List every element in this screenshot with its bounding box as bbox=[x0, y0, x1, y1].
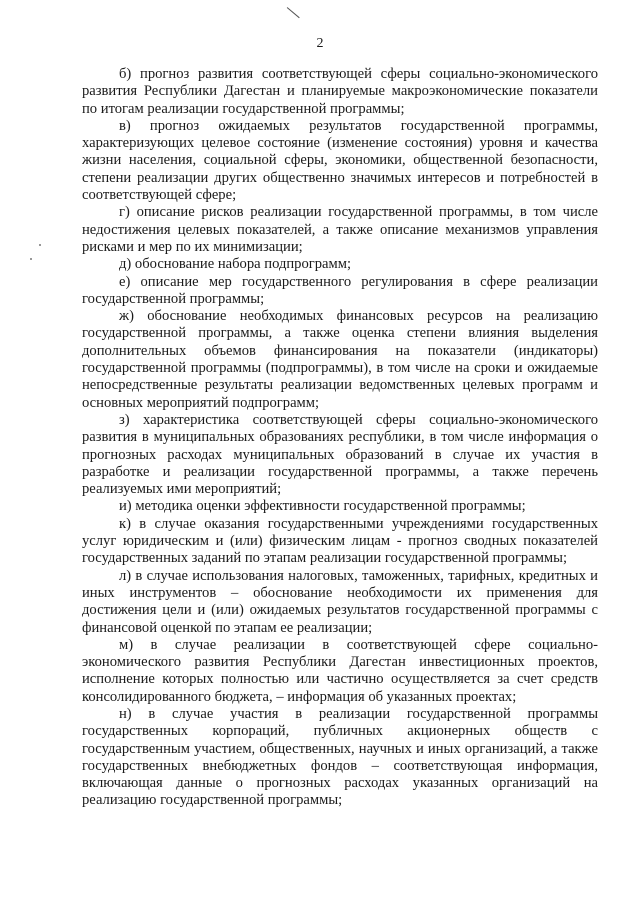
paragraph-zh: ж) обоснование необходимых финансовых ресурсов на реализацию государственной программы, а также оценка степени влияния выделения дополнительных объемов финансирования на показатели (индикаторы) государственной программы (подпрограммы), в том числе на сроки и ожидаемые непосредственные результаты реализации ведомственных целевых программ и основных мероприятий подпрограмм; bbox=[82, 308, 598, 411]
pen-mark bbox=[287, 7, 300, 18]
paragraph-d: д) обоснование набора подпрограмм; bbox=[119, 256, 352, 273]
paragraph-k: к) в случае оказания государственными учреждениями государственных услуг юридическим и (или) физическим лицам - прогноз сводных показателей государственных заданий по этапам реализации государственной программы; bbox=[82, 515, 598, 567]
paragraph-e: е) описание мер государственного регулирования в сфере реализации государственной программы; bbox=[82, 273, 598, 307]
paragraph-n: н) в случае участия в реализации государственной программы государственных корпораций, публичных акционерных обществ с государственным участием, общественных, научных и иных организаций, а также государственных внебюджетных фондов – соответствующая информация, включающая данные о прогнозных расходах указанных организаций на реализацию государственной программы; bbox=[82, 705, 598, 809]
paragraph-z: з) характеристика соответствующей сферы социально-экономического развития в муниципальных образованиях республики, в том числе информация о прогнозных расходах муниципальных образований в случае их участия в разработке и реализации государственной программы, а также перечень реализуемых ими мероприятий; bbox=[82, 411, 598, 498]
paragraph-g: г) описание рисков реализации государственной программы, в том числе недостижения целевых показателей, а также описание механизмов управления рисками и мер по их минимизации; bbox=[82, 204, 598, 255]
paragraph-v: в) прогноз ожидаемых результатов государственной программы, характеризующих целевое состояние (изменение состояния) уровня и качества жизни населения, социальной сферы, экономики, общественной безопасности, степени реализации других общественно значимых интересов и потребностей в соответствующей сфере; bbox=[82, 117, 598, 204]
document-body bbox=[82, 66, 598, 810]
scan-speck bbox=[39, 244, 41, 246]
paragraph-m: м) в случае реализации в соответствующей сфере социально-экономического развития Республики Дагестан инвестиционных проектов, исполнение которых полностью или частично осуществляется за счет средств консолидированного бюджета, – информация об указанных проектах; bbox=[82, 636, 598, 705]
paragraph-b: б) прогноз развития соответствующей сферы социально-экономического развития Республики Дагестан и планируемые макроэкономические показатели по итогам реализации государственной программы; bbox=[82, 66, 598, 117]
paragraph-l: л) в случае использования налоговых, таможенных, тарифных, кредитных и иных инструментов – обоснование необходимости их применения для достижения цели и (или) ожидаемых результатов государственной программы с финансовой оценкой по этапам ее реализации; bbox=[82, 567, 598, 636]
scan-speck bbox=[30, 258, 32, 260]
page-number: 2 bbox=[316, 36, 324, 51]
paragraph-i: и) методика оценки эффективности государственной программы; bbox=[119, 498, 526, 515]
